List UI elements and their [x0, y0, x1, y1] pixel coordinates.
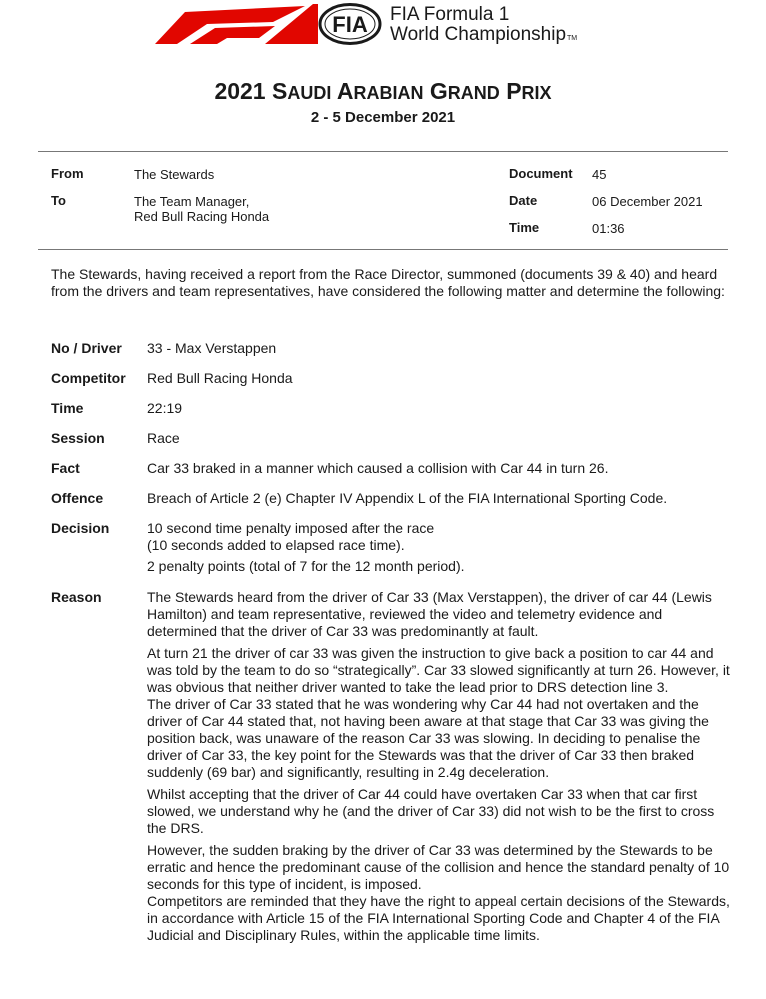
divider-bottom	[38, 249, 728, 250]
title-word-prix: RIX	[521, 83, 552, 103]
document-label: Document	[509, 166, 573, 181]
from-value: The Stewards	[134, 167, 215, 182]
from-label: From	[51, 166, 84, 181]
date-label: Date	[509, 193, 538, 208]
decision-label: Decision	[51, 520, 110, 536]
reason-paragraph: The Stewards heard from the driver of Car 33 (Max Verstappen), the driver of car 44 (Lewis Hamilton) and team representative, reviewed the video and telemetry evidence and determined that the driver of Car 33 was predominantly at fault.	[147, 589, 712, 639]
decision-line-2: (10 seconds added to elapsed race time).	[147, 537, 405, 553]
driver-value: 33 - Max Verstappen	[147, 340, 277, 356]
reason-paragraph: At turn 21 the driver of car 33 was given the instruction to give back a position to car 44 and was told by the team to do so “strategically”. Car 33 slowed significantly at turn 26. However, it was obvious that neither driver wanted to take the lead prior to DRS detection line 3.	[147, 645, 730, 695]
fia-seal-text: FIA	[332, 12, 368, 37]
time-value: 01:36	[592, 221, 625, 236]
session-value: Race	[147, 430, 180, 446]
to-label: To	[51, 193, 66, 208]
driver-label: No / Driver	[51, 340, 122, 356]
event-title: 2021 SAUDI ARABIAN GRAND PRIX	[214, 78, 552, 104]
reason-value	[147, 589, 735, 949]
session-label: Session	[51, 430, 105, 446]
time-label: Time	[509, 220, 540, 235]
series-line-1: FIA Formula 1	[390, 4, 510, 25]
fact-value: Car 33 braked in a manner which caused a collision with Car 44 in turn 26.	[147, 460, 609, 476]
trademark-mark: TM	[567, 35, 578, 42]
reason-paragraph: However, the sudden braking by the driver of Car 33 was determined by the Stewards to be erratic and hence the predominant cause of the collision and hence the standard penalty of 10 seconds for this type of incident, is imposed.	[147, 842, 730, 892]
document-number: 45	[592, 167, 607, 182]
championship-wordmark	[390, 5, 577, 49]
offence-value: Breach of Article 2 (e) Chapter IV Appendix L of the FIA International Sporting Code.	[147, 490, 668, 506]
intro-paragraph: The Stewards, having received a report from the Race Director, summoned (documents 39 & 40) and heard from the drivers and team representatives, have considered the following matter and determine the following:	[51, 266, 725, 299]
incident-time-label: Time	[51, 400, 84, 416]
fia-seal-icon	[318, 3, 382, 45]
competitor-value: Red Bull Racing Honda	[147, 370, 293, 386]
competitor-label: Competitor	[51, 370, 126, 386]
reason-paragraph: The driver of Car 33 stated that he was wondering why Car 44 had not overtaken and the driver of Car 44 stated that, not having been aware at that stage that Car 33 was giving the position back, was unaware of the reason Car 33 was slowing. In deciding to penalise the driver of Car 33, the key point for the Stewards was that the driver of Car 33 then braked suddenly (69 bar) and significantly, resulting in 2.4g deceleration.	[147, 696, 709, 780]
offence-label: Offence	[51, 490, 104, 506]
decision-line-1: 10 second time penalty imposed after the race	[147, 520, 435, 536]
decision-line-3: 2 penalty points (total of 7 for the 12 month period).	[147, 558, 465, 574]
reason-label: Reason	[51, 589, 102, 605]
incident-time-value: 22:19	[147, 400, 183, 416]
divider-top	[38, 151, 728, 152]
decision-value	[147, 520, 735, 575]
reason-paragraph: Competitors are reminded that they have the right to appeal certain decisions of the Stewards, in accordance with Article 15 of the FIA International Sporting Code and Chapter 4 of the FIA Judicial and Disciplinary Rules, within the applicable time limits.	[147, 893, 730, 943]
document-header	[0, 0, 766, 60]
series-line-2: World ChampionshipTM	[390, 24, 578, 45]
event-dates: 2 - 5 December 2021	[310, 109, 456, 126]
fact-label: Fact	[51, 460, 80, 476]
title-word-saudi: AUDI	[287, 83, 332, 103]
reason-paragraph: Whilst accepting that the driver of Car 44 could have overtaken Car 33 when that car first slowed, we understand why he (and the driver of Car 33) did not wish to be the first to cross the DRS.	[147, 786, 715, 836]
title-word-arabian: RABIAN	[353, 83, 424, 103]
f1-logo	[155, 4, 318, 44]
date-value: 06 December 2021	[592, 194, 703, 209]
to-value: The Team Manager, Red Bull Racing Honda	[134, 194, 270, 224]
title-word-grand: RAND	[447, 83, 500, 103]
